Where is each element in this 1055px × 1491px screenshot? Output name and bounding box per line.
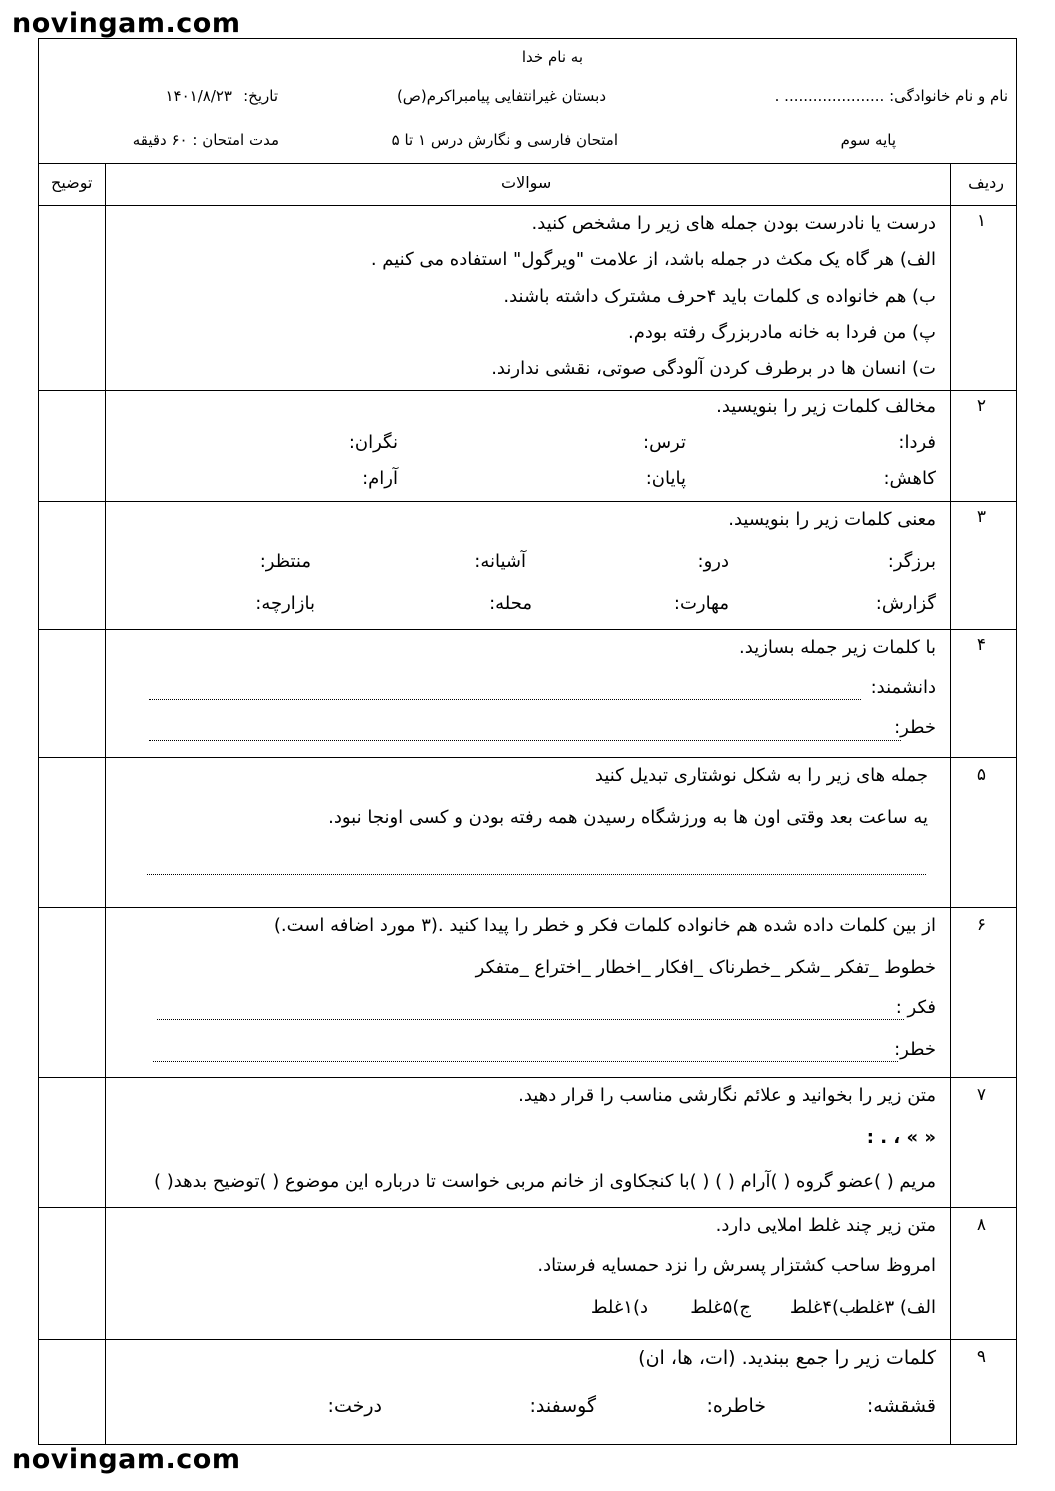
- row-number: ۷: [976, 1085, 986, 1105]
- word-label: آرام:: [362, 468, 398, 489]
- row-number: ۶: [976, 915, 986, 935]
- punctuation-marks: « » ، . :: [866, 1127, 936, 1148]
- date-value: ۱۴۰۱/۸/۲۳: [165, 87, 232, 105]
- word-list: خطوط _تفکر _شکر _خطرناک _افکار _اخطار _اختراع _متفکر: [475, 957, 936, 978]
- word-label: پایان:: [645, 468, 686, 489]
- question-row-9: [39, 1339, 1016, 1445]
- row-number: ۵: [976, 765, 986, 785]
- date-label: تاریخ:: [243, 87, 278, 105]
- question-row-2: [39, 390, 1016, 502]
- word-label: ترس:: [643, 432, 686, 453]
- col-row-header: ردیف: [968, 173, 1004, 192]
- question-title: کلمات زیر را جمع ببندید. (ات، ها، ان): [638, 1347, 936, 1369]
- word-label: گوسفند:: [529, 1395, 596, 1417]
- answer-option[interactable]: الف) ۳غلط: [851, 1297, 936, 1318]
- question-row-7: [39, 1077, 1016, 1208]
- row-number: ۸: [976, 1215, 986, 1235]
- statement-line: ب) هم خانواده ی کلمات باید ۴حرف مشترک داشته باشند.: [503, 286, 936, 307]
- question-row-5: [39, 757, 1016, 908]
- watermark-bottom: novingam.com: [12, 1444, 241, 1475]
- answer-line[interactable]: [149, 740, 901, 741]
- question-title: متن زیر را بخوانید و علائم نگارشی مناسب را قرار دهید.: [518, 1085, 936, 1106]
- question-title: با کلمات زیر جمله بسازید.: [739, 637, 936, 658]
- question-title: جمله های زیر را به شکل نوشتاری تبدیل کنید: [594, 765, 928, 786]
- row-number: ۱: [976, 211, 986, 231]
- answer-line[interactable]: [157, 1019, 904, 1020]
- answer-line[interactable]: [147, 874, 926, 875]
- question-title: درست یا نادرست بودن جمله های زیر را مشخص کنید.: [531, 213, 936, 234]
- row-number: ۹: [976, 1347, 986, 1367]
- exam-header: [39, 39, 1016, 164]
- passage: مریم ( )عضو گروه ( )آرام ( ) ( )با کنجکاوی از خانم مربی خواست تا درباره این موضوع ( )توضیح بدهد( ): [153, 1171, 936, 1192]
- row-number: ۳: [976, 507, 986, 527]
- word-label: درو:: [697, 551, 729, 572]
- statement-line: ت) انسان ها در برطرف کردن آلودگی صوتی، نقشی ندارند.: [491, 358, 936, 379]
- answer-line[interactable]: [149, 699, 861, 700]
- question-title: مخالف کلمات زیر را بنویسید.: [716, 396, 936, 417]
- word-label: کاهش:: [883, 468, 936, 489]
- word-label: برزگر:: [887, 551, 936, 572]
- statement-line: پ) من فردا به خانه مادربزرگ رفته بودم.: [628, 322, 936, 343]
- word-label: گزارش:: [875, 593, 936, 614]
- passage: امروظ ساحب کشتزار پسرش را نزد حمسایه فرستاد.: [537, 1255, 936, 1276]
- question-row-1: [39, 205, 1016, 391]
- sentence: یه ساعت بعد وقتی اون ها به ورزشگاه رسیدن همه رفته بودن و کسی اونجا نبود.: [328, 807, 928, 828]
- student-name-label: نام و نام خانوادگی: ..................... .: [774, 87, 1008, 105]
- word-label: محله:: [489, 593, 532, 614]
- answer-option[interactable]: ب)۴غلط: [789, 1297, 856, 1318]
- answer-line[interactable]: [153, 1061, 898, 1062]
- word-label: خاطره:: [706, 1395, 766, 1417]
- question-row-8: [39, 1207, 1016, 1340]
- question-title: متن زیر چند غلط املایی دارد.: [715, 1215, 936, 1236]
- exam-title: امتحان فارسی و نگارش درس ۱ تا ۵: [391, 131, 618, 149]
- question-title: از بین کلمات داده شده هم خانواده کلمات فکر و خطر را پیدا کنید .(۳ مورد اضافه است.): [273, 915, 936, 936]
- word-label: خطر:: [894, 1039, 936, 1060]
- col-questions-header: سوالات: [501, 173, 552, 192]
- col-notes-header: توضیح: [51, 173, 93, 192]
- word-label: فکر :: [895, 997, 936, 1018]
- answer-option[interactable]: د)۱غلط: [590, 1297, 648, 1318]
- statement-line: الف) هر گاه یک مکث در جمله باشد، از علامت "ویرگول" استفاده می کنیم .: [370, 249, 936, 270]
- word-label: مهارت:: [673, 593, 729, 614]
- answer-option[interactable]: ج)۵غلط: [690, 1297, 751, 1318]
- table-header: [39, 163, 1016, 206]
- word-label: منتظر:: [259, 551, 311, 572]
- exam-duration: مدت امتحان : ۶۰ دقیقه: [132, 131, 279, 149]
- word-label: بازارچه:: [255, 593, 315, 614]
- question-row-4: [39, 629, 1016, 758]
- word-label: درخت:: [327, 1395, 382, 1417]
- questions-body: [39, 205, 1016, 1445]
- school-name: دبستان غیرانتفایی پیامبراکرم(ص): [396, 87, 606, 105]
- word-label: دانشمند:: [870, 677, 936, 698]
- word-label: آشیانه:: [474, 551, 526, 572]
- basmala: به نام خدا: [521, 48, 583, 66]
- question-row-6: [39, 907, 1016, 1078]
- word-label: نگران:: [348, 432, 398, 453]
- grade-label: پایه سوم: [840, 131, 896, 149]
- exam-sheet: [38, 38, 1017, 1445]
- row-number: ۴: [976, 635, 986, 655]
- question-row-3: [39, 501, 1016, 630]
- word-label: فردا:: [898, 432, 936, 453]
- row-number: ۲: [976, 396, 986, 416]
- question-title: معنی کلمات زیر را بنویسید.: [728, 509, 936, 530]
- watermark-top: novingam.com: [12, 8, 241, 39]
- word-label: قشقشه:: [866, 1395, 936, 1417]
- word-label: خطر:: [894, 717, 936, 738]
